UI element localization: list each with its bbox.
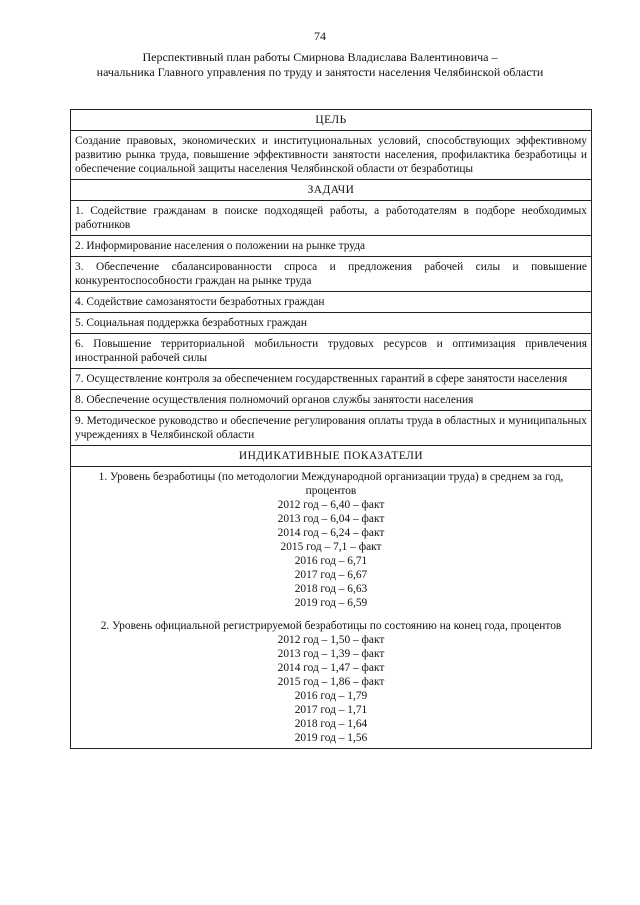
- task-item-9: 9. Методическое руководство и обеспечение регулирования оплаты труда в областных и муниципальных учреждениях в Челябинской области: [71, 411, 592, 446]
- indicator-1-value: 2016 год – 6,71: [294, 555, 368, 567]
- indicators-row: [71, 467, 592, 749]
- task-item-8: 8. Обеспечение осуществления полномочий органов службы занятости населения: [71, 390, 592, 411]
- task-row: [71, 334, 592, 369]
- indicator-1-value: 2017 год – 6,67: [294, 569, 368, 581]
- goal-header-row: [71, 110, 592, 131]
- indicator-2-value: 2017 год – 1,71: [294, 704, 368, 716]
- task-row: [71, 292, 592, 313]
- indicators-header-row: [71, 446, 592, 467]
- title-line-2: начальника Главного управления по труду и занятости населения Челябинской области: [96, 65, 544, 79]
- indicator-2-value: 2015 год – 1,86 – факт: [277, 676, 385, 688]
- task-row: [71, 313, 592, 334]
- page-number: 74: [314, 29, 326, 43]
- indicators-cell: [71, 467, 592, 749]
- task-item-4: 4. Содействие самозанятости безработных граждан: [71, 292, 592, 313]
- indicator-1-value: 2019 год – 6,59: [294, 597, 368, 609]
- indicator-1-title: 1. Уровень безработицы (по методологии Международной организации труда) в среднем за год, процентов: [98, 471, 564, 497]
- indicator-1-value: 2015 год – 7,1 – факт: [280, 541, 382, 553]
- task-row: [71, 201, 592, 236]
- indicator-2-values: [75, 633, 587, 745]
- task-item-6: 6. Повышение территориальной мобильности трудовых ресурсов и оптимизация привлечения иностранной рабочей силы: [71, 334, 592, 369]
- indicator-2-value: 2018 год – 1,64: [294, 718, 368, 730]
- task-item-2: 2. Информирование населения о положении на рынке труда: [71, 236, 592, 257]
- task-row: [71, 411, 592, 446]
- tasks-header: ЗАДАЧИ: [71, 180, 592, 201]
- indicator-1-value: 2012 год – 6,40 – факт: [277, 499, 385, 511]
- title-line-1: Перспективный план работы Смирнова Владислава Валентиновича –: [142, 50, 498, 64]
- task-row: [71, 257, 592, 292]
- indicator-2-value: 2016 год – 1,79: [294, 690, 368, 702]
- task-row: [71, 390, 592, 411]
- indicator-1-value: 2013 год – 6,04 – факт: [277, 513, 385, 525]
- task-item-3: 3. Обеспечение сбалансированности спроса и предложения рабочей силы и повышение конкурентоспособности граждан на рынке труда: [71, 257, 592, 292]
- indicator-2-title: 2. Уровень официальной регистрируемой безработицы по состоянию на конец года, процентов: [100, 620, 562, 632]
- indicator-2-value: 2019 год – 1,56: [294, 732, 368, 744]
- task-item-7: 7. Осуществление контроля за обеспечением государственных гарантий в сфере занятости населения: [71, 369, 592, 390]
- indicator-1-value: 2014 год – 6,24 – факт: [277, 527, 385, 539]
- indicators-header: ИНДИКАТИВНЫЕ ПОКАЗАТЕЛИ: [71, 446, 592, 467]
- task-row: [71, 369, 592, 390]
- task-item-5: 5. Социальная поддержка безработных граждан: [71, 313, 592, 334]
- indicator-2-value: 2014 год – 1,47 – факт: [277, 662, 385, 674]
- indicator-1-values: [75, 498, 587, 610]
- tasks-header-row: [71, 180, 592, 201]
- goal-row: [71, 131, 592, 180]
- goal-header: ЦЕЛЬ: [71, 110, 592, 131]
- task-item-1: 1. Содействие гражданам в поиске подходящей работы, а работодателям в подборе необходимых работников: [71, 201, 592, 236]
- indicator-2-value: 2012 год – 1,50 – факт: [277, 634, 385, 646]
- plan-table: [70, 109, 592, 749]
- document-title: [40, 50, 600, 80]
- indicator-2-value: 2013 год – 1,39 – факт: [277, 648, 385, 660]
- goal-text: Создание правовых, экономических и институциональных условий, способствующих эффективному развитию рынка труда, повышение эффективности занятости населения, профилактика безработицы и обеспечение социальной защиты населения Челябинской области от безработицы: [71, 131, 592, 180]
- indicator-1-value: 2018 год – 6,63: [294, 583, 368, 595]
- task-row: [71, 236, 592, 257]
